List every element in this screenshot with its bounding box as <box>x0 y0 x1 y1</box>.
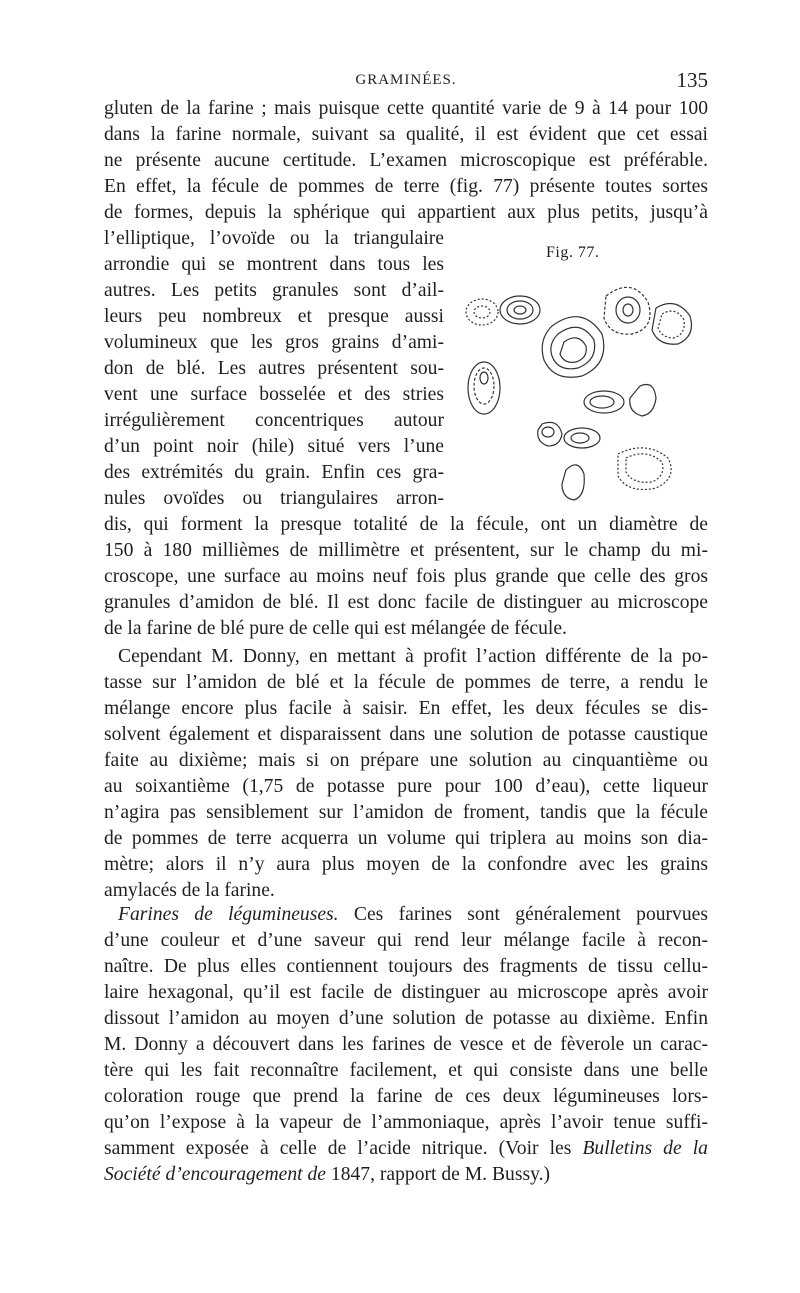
text-line-part: samment exposée à celle de l’acide nitrique. (Voir les <box>104 1138 572 1159</box>
granule <box>604 287 650 334</box>
text-line: tère qui les fait reconnaître facilement, et qui consiste dans une belle <box>104 1060 708 1081</box>
granule <box>468 362 500 414</box>
running-head <box>104 68 708 96</box>
text-line: de la farine de blé pure de celle qui est mélangée de fécule. <box>104 618 567 639</box>
granule-ring <box>626 454 663 482</box>
granule-ring <box>474 368 494 404</box>
text-line: solvent également et disparaissent dans une solution de potasse caustique <box>104 724 708 745</box>
text-line: granules d’amidon de blé. Il est donc facile de distinguer au microscope <box>104 592 708 613</box>
text-line: coloration rouge que prend la farine de ces deux légumineuses lors- <box>104 1086 708 1107</box>
text-line <box>104 1162 708 1188</box>
granule-ring <box>514 306 526 314</box>
granule <box>500 296 540 324</box>
text-line: faite au dixième; mais si on prépare une solution au cinquantième ou <box>104 750 708 771</box>
text-line: de pommes de terre acquerra un volume qui triplera au moins son dia- <box>104 828 708 849</box>
page-number: 135 <box>676 68 708 92</box>
text-line: naître. De plus elles contiennent toujours des fragments de tissu cellu- <box>104 956 708 977</box>
granule <box>564 428 600 448</box>
text-line: 150 à 180 millièmes de millimètre et présentent, sur le champ du mi- <box>104 540 708 561</box>
text-line: de formes, depuis la sphérique qui appartient aux plus petits, jusqu’à <box>104 202 708 223</box>
text-line: au soixantième (1,75 de potasse pure pour 100 d’eau), cette liqueur <box>104 776 708 797</box>
text-line: don de blé. Les autres présentent sou- <box>104 358 444 379</box>
text-line: arrondie qui se montrent dans tous les <box>104 254 444 275</box>
granule-ring <box>658 311 684 338</box>
text-line-part: 1847, rapport de M. Bussy.) <box>330 1164 551 1185</box>
text-line: dissout l’amidon au moyen d’une solution de potasse au dixième. Enfin <box>104 1008 708 1029</box>
text-line: mélange encore plus facile à saisir. En effet, les deux fécules se dis- <box>104 698 708 719</box>
granule <box>538 422 562 446</box>
text-line: gluten de la farine ; mais puisque cette quantité varie de 9 à 14 pour 100 <box>104 98 708 119</box>
granule-ring <box>616 297 640 323</box>
text-line: volumineux que les gros grains d’ami- <box>104 332 444 353</box>
running-head-title: GRAMINÉES. <box>355 72 457 88</box>
text-line: Ces farines sont généralement pourvues <box>353 904 708 925</box>
italic-reference: Société d’encouragement de <box>104 1164 326 1185</box>
text-line: dis, qui forment la presque totalité de la fécule, ont un diamètre de <box>104 514 708 535</box>
text-line: vent une surface bosselée et des stries <box>104 384 444 405</box>
text-line: croscope, une surface au moins neuf fois plus grande que celle des gros <box>104 566 708 587</box>
granule-ring <box>590 396 614 408</box>
granule <box>466 299 498 325</box>
granule <box>562 465 584 500</box>
granule <box>630 385 656 417</box>
text-line: d’un point noir (hile) situé vers l’une <box>104 436 444 457</box>
starch-granules-illustration <box>442 274 712 514</box>
text-line: d’une couleur et d’une saveur qui rend leur mélange facile à recon- <box>104 930 708 951</box>
granule-ring <box>474 306 490 318</box>
text-line: tasse sur l’amidon de blé et la fécule de pommes de terre, a rendu le <box>104 672 708 693</box>
text-line: laire hexagonal, qu’il est facile de distinguer au microscope après avoir <box>104 982 708 1003</box>
figure-77 <box>442 244 712 514</box>
section-title-italic: Farines de légumineuses. <box>118 904 339 925</box>
paragraph-start <box>104 902 708 928</box>
text-line: nules ovoïdes ou triangulaires arron- <box>104 488 444 509</box>
granule-ring <box>571 433 589 443</box>
text-line: amylacés de la farine. <box>104 880 275 901</box>
text-line: l’elliptique, l’ovoïde ou la triangulaire <box>104 228 444 249</box>
text-line: ne présente aucune certitude. L’examen microscopique est préférable. <box>104 150 708 171</box>
text-line: qu’on l’expose à la vapeur de l’ammoniaque, après l’avoir tenue suffi- <box>104 1112 708 1133</box>
text-line: mètre; alors il n’y aura plus moyen de la confondre avec les grains <box>104 854 708 875</box>
text-line: autres. Les petits granules sont d’ail- <box>104 280 444 301</box>
text-line <box>104 1136 708 1162</box>
granule-ring <box>560 338 586 363</box>
italic-reference: Bulletins de la <box>582 1138 708 1159</box>
text-line: des extrémités du grain. Enfin ces gra- <box>104 462 444 483</box>
text-line: En effet, la fécule de pommes de terre (fig. 77) présente toutes sortes <box>104 176 708 197</box>
text-line: n’agira pas sensiblement sur l’amidon de froment, tandis que la fécule <box>104 802 708 823</box>
text-line: dans la farine normale, suivant sa qualité, il est évident que cet essai <box>104 124 708 145</box>
granule-ring <box>480 372 488 384</box>
text-line: leurs peu nombreux et presque aussi <box>104 306 444 327</box>
granule <box>652 304 692 345</box>
text-line: M. Donny a découvert dans les farines de vesce et de fèverole un carac- <box>104 1034 708 1055</box>
granule-ring <box>542 427 554 437</box>
text-line: Cependant M. Donny, en mettant à profit l’action différente de la po- <box>118 646 708 667</box>
text-line: irrégulièrement concentriques autour <box>104 410 444 431</box>
granule-ring <box>623 304 633 316</box>
paragraph-start <box>104 644 708 670</box>
granule-ring <box>507 301 533 319</box>
figure-caption: Fig. 77. <box>546 244 600 261</box>
